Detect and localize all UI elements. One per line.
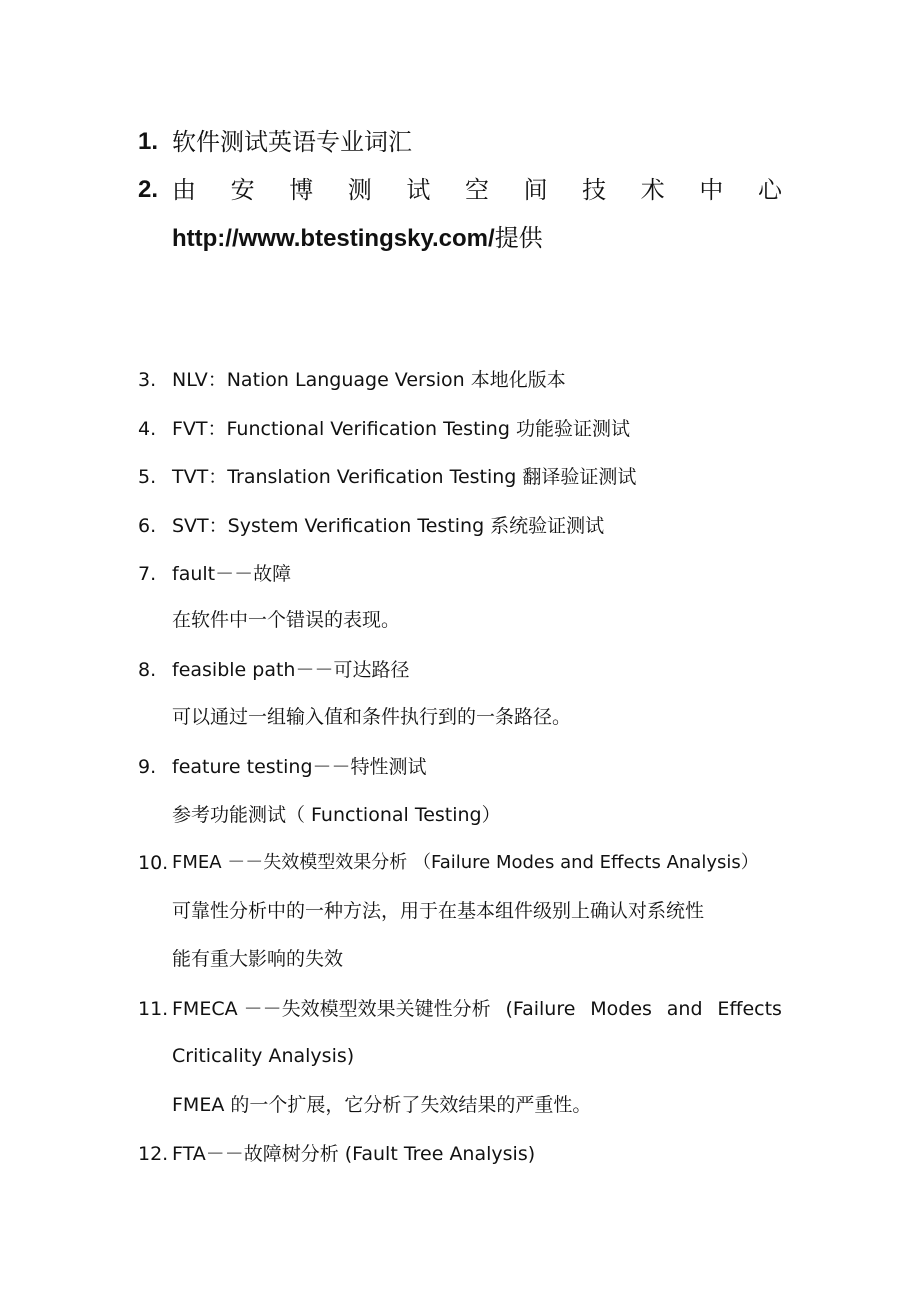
heading-2-char: 博 [289, 176, 314, 204]
entry-term: FMEA －－失效模型效果分析 （Failure Modes and Effects Analysis） [172, 852, 759, 873]
heading-2-char: 技 [582, 176, 607, 204]
entry-term: feature testing－－特性测试 [172, 756, 427, 778]
heading-2-char: 术 [640, 176, 665, 204]
entry-term-continued: Criticality Analysis) [172, 1045, 355, 1067]
entry-term: FVT：Functional Verification Testing 功能验证测试 [172, 418, 630, 440]
entry-term: fault－－故障 [172, 563, 292, 585]
entry-description: 可以通过一组输入值和条件执行到的一条路径。 [172, 706, 572, 728]
entry-description: 可靠性分析中的一种方法，用于在基本组件级别上确认对系统性 [172, 900, 705, 922]
entry-term-word: FMECA －－失效模型效果关键性分析 [172, 998, 491, 1020]
heading-2-char: 测 [347, 176, 372, 204]
entry-term: feasible path－－可达路径 [172, 659, 410, 681]
entry-description: 在软件中一个错误的表现。 [172, 609, 401, 631]
entry-number: 4. [138, 418, 157, 440]
entry-number: 8. [138, 659, 157, 681]
heading-2-char: 由 [172, 176, 196, 204]
entry-term-word: Modes [590, 998, 652, 1020]
heading-2-url-line [172, 222, 543, 255]
heading-2-char: 心 [757, 176, 782, 204]
entry-term: SVT：System Verification Testing 系统验证测试 [172, 515, 605, 537]
entry-number: 3. [138, 369, 157, 391]
provided-text: 提供 [494, 224, 543, 252]
heading-2-number: 2. [138, 176, 159, 203]
heading-2-char: 试 [406, 176, 431, 204]
entry-term-justified [172, 996, 782, 1022]
entry-number: 7. [138, 563, 157, 585]
entry-description: 参考功能测试（ Functional Testing） [172, 804, 501, 826]
website-url: http://www.btestingsky.com/ [172, 225, 495, 252]
entry-description: FMEA 的一个扩展，它分析了失效结果的严重性。 [172, 1094, 592, 1116]
entry-number: 10. [138, 852, 169, 874]
entry-number: 12. [138, 1143, 169, 1165]
entry-term: FTA－－故障树分析 (Fault Tree Analysis) [172, 1143, 536, 1165]
heading-1-number: 1. [138, 128, 159, 155]
entry-term-word: (Failure [505, 998, 576, 1020]
heading-1-title: 软件测试英语专业词汇 [172, 128, 412, 156]
entry-description: 能有重大影响的失效 [172, 948, 344, 970]
heading-2-char: 安 [230, 176, 255, 204]
entry-number: 6. [138, 515, 157, 537]
heading-2-char: 中 [699, 176, 724, 204]
heading-2-spread-text [172, 174, 782, 206]
entry-number: 9. [138, 756, 157, 778]
entry-number: 11. [138, 998, 169, 1020]
heading-2-char: 空 [464, 176, 489, 204]
entry-term-word: and [666, 998, 703, 1020]
entry-term: TVT：Translation Verification Testing 翻译验证测试 [172, 466, 637, 488]
entry-number: 5. [138, 466, 157, 488]
heading-2-char: 间 [523, 176, 548, 204]
entry-term: NLV：Nation Language Version 本地化版本 [172, 369, 566, 391]
entry-term-word: Effects [717, 998, 782, 1020]
